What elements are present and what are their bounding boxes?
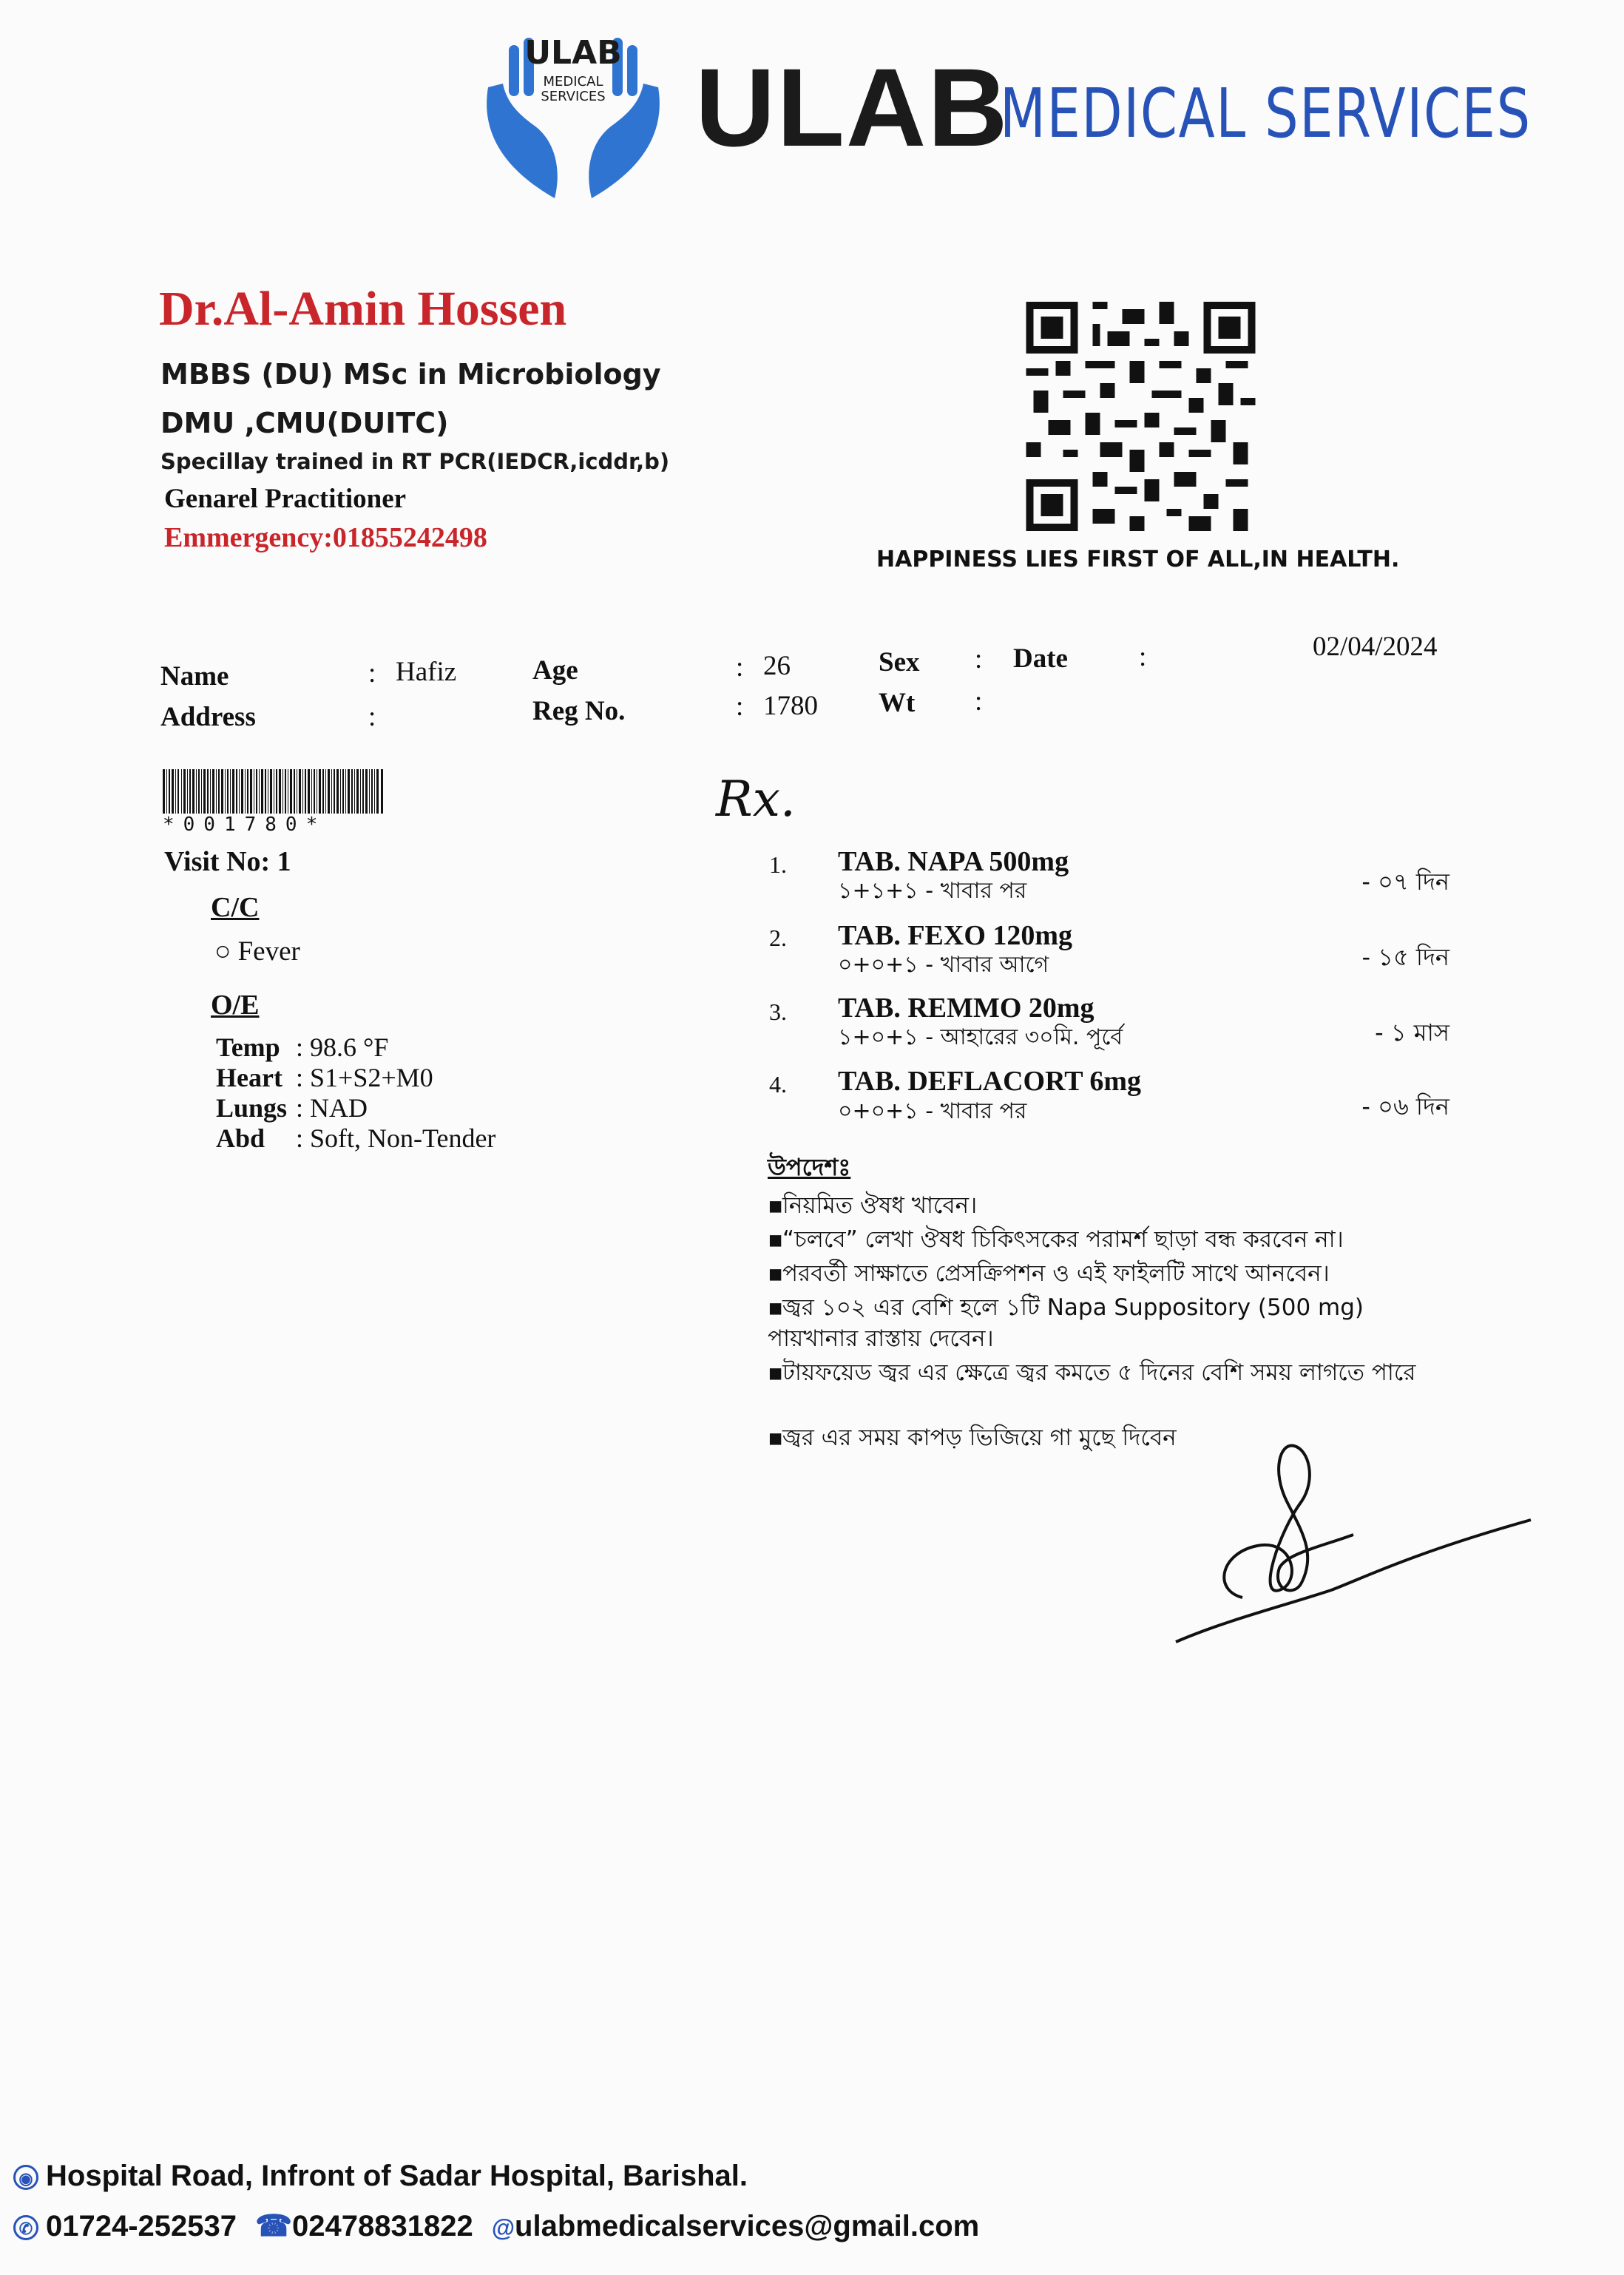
barcode-text: *001780* [163,814,327,836]
advice-item: ▪নিয়মিত ঔষধ খাবেন। [768,1192,978,1219]
date-colon: : [1139,642,1147,672]
med-duration: - ১ মাস [1375,1018,1449,1047]
wt-colon: : [975,686,983,717]
med-duration: - ০৭ দিন [1361,868,1449,896]
temp-value: : 98.6 °F [296,1032,389,1062]
age-colon: : [736,652,744,683]
lungs-value: : NAD [296,1093,368,1123]
sex-label: Sex [879,647,920,677]
med-name: TAB. REMMO 20mg [838,993,1094,1024]
med-number: 2. [769,924,787,951]
med-number: 4. [769,1071,787,1098]
med-number: 1. [769,851,787,878]
doctor-role: Genarel Practitioner [164,484,407,514]
email-icon: @ [491,2214,515,2241]
med-dose: ১+০+১ - আহারের ৩০মি. পূর্বে [838,1024,1123,1050]
reg-colon: : [736,692,744,722]
email-address: ulabmedicalservices@gmail.com [515,2210,980,2242]
name-label: Name [160,661,229,692]
med-name: TAB. DEFLACORT 6mg [838,1066,1142,1097]
brand-subtitle: MEDICAL SERVICES [1000,74,1532,153]
med-dose: ০+০+১ - খাবার আগে [838,952,1049,978]
advice-item: ▪জ্বর ১০২ এর বেশি হলে ১টি Napa Suppository (500 mg) পায়খানার রাস্তায় দেবেন। [768,1294,1364,1352]
doctor-training: Specillay trained in RT PCR(IEDCR,icddr,b) [160,449,670,474]
footer-contacts [13,2211,979,2241]
lungs-label: Lungs [216,1093,288,1123]
med-duration: - ০৬ দিন [1361,1092,1449,1120]
abd-value: : Soft, Non-Tender [296,1123,496,1153]
barcode [163,769,385,836]
mobile-number: 01724-252537 [46,2210,237,2242]
doctor-signature [1168,1442,1538,1649]
address-colon: : [368,702,376,732]
sex-colon: : [975,644,983,675]
heart-label: Heart [216,1063,282,1092]
age-label: Age [532,655,578,686]
wt-label: Wt [879,688,916,718]
med-dose: ০+০+১ - খাবার পর [838,1098,1027,1124]
phone-number: 02478831822 [291,2210,473,2242]
reg-label: Reg No. [532,696,626,726]
ulab-logo [473,21,673,206]
med-dose: ১+১+১ - খাবার পর [838,878,1027,904]
motto: HAPPINESS LIES FIRST OF ALL,IN HEALTH. [876,547,1400,572]
svg-text:SERVICES: SERVICES [541,89,606,104]
visit-date: 02/04/2024 [1313,632,1438,662]
cc-title: C/C [211,892,260,923]
patient-age: 26 [763,651,791,681]
cc-item: ○ Fever [214,936,300,967]
advice-item: ▪“চলবে” লেখা ঔষধ চিকিৎসকের পরামর্শ ছাড়া বন্ধ করবেন না। [768,1226,1344,1253]
oe-title: O/E [211,990,260,1021]
heart-value: : S1+S2+M0 [296,1063,433,1092]
advice-item: ▪টায়ফয়েড জ্বর এর ক্ষেত্রে জ্বর কমতে ৫ দিনের বেশি সময় লাগতে পারে [768,1359,1416,1386]
med-name: TAB. NAPA 500mg [838,846,1069,877]
visit-number: Visit No: 1 [164,846,291,877]
footer-address: ◉ Hospital Road, Infront of Sadar Hospital, Barishal. [13,2161,748,2191]
doctor-credentials-1: MBBS (DU) MSc in Microbiology [160,358,661,391]
med-name: TAB. FEXO 120mg [838,920,1073,951]
advice-item: ▪জ্বর এর সময় কাপড় ভিজিয়ে গা মুছে দিবেন [768,1424,1177,1451]
doctor-name: Dr.Al-Amin Hossen [159,282,567,336]
doctor-credentials-2: DMU ,CMU(DUITC) [160,407,449,439]
advice-title: উপদেশঃ [768,1153,851,1181]
address-label: Address [160,702,256,732]
rx-symbol: Rx. [716,771,796,828]
phone-icon: ✆ [13,2215,38,2240]
advice-item: ▪পরবর্তী সাক্ষাতে প্রেসক্রিপশন ও এই ফাইলটি সাথে আনবেন। [768,1260,1330,1287]
emergency-contact: Emmergency:01855242498 [164,522,487,553]
location-pin-icon: ◉ [13,2165,38,2190]
telephone-icon: ☎ [255,2210,292,2242]
svg-text:ULAB: ULAB [524,34,622,72]
med-duration: - ১৫ দিন [1361,943,1449,971]
med-number: 3. [769,998,787,1025]
patient-name: Hafiz [396,657,457,687]
brand-name: ULAB [695,45,1009,169]
name-colon: : [368,658,376,689]
temp-label: Temp [216,1032,280,1062]
reg-number: 1780 [763,691,818,721]
abd-label: Abd [216,1123,265,1153]
date-label: Date [1013,643,1068,674]
svg-text:MEDICAL: MEDICAL [543,74,603,89]
qr-code [1024,302,1257,531]
